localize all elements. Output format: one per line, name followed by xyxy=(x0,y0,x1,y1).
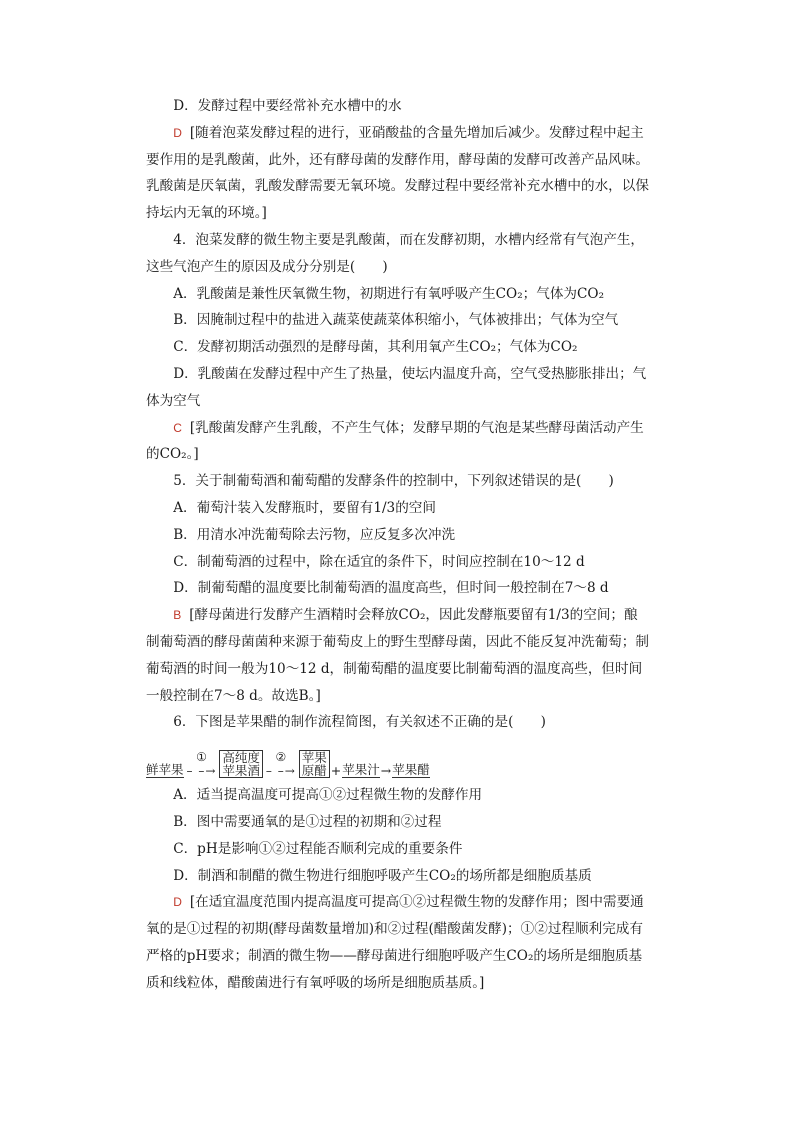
q4-option-a: A．乳酸菌是兼性厌氧微生物，初期进行有氧呼吸产生CO₂；气体为CO₂ xyxy=(173,285,605,302)
q6-option-d: D．制酒和制醋的微生物进行细胞呼吸产生CO₂的场所都是细胞质基质 xyxy=(173,867,592,884)
dashed-arrow-icon: – –→ xyxy=(265,764,296,779)
flow-step-raw-vinegar-line2: 原醋 xyxy=(301,763,327,779)
q6-option-a: A．适当提高温度可提高①②过程微生物的发酵作用 xyxy=(173,787,483,804)
q4-option-c: C．发酵初期活动强烈的是酵母菌，其利用氧产生CO₂；气体为CO₂ xyxy=(173,339,578,356)
q3-option-d: D．发酵过程中要经常补充水槽中的水 xyxy=(173,98,402,114)
flow-arrow-2-label: ② xyxy=(275,750,287,765)
q6-option-c: C．pH是影响①②过程能否顺利完成的重要条件 xyxy=(173,840,463,857)
answer-letter: C xyxy=(173,420,182,435)
document-page xyxy=(146,93,651,997)
q4-option-d: D．乳酸菌在发酵过程中产生了热量，使坛内温度升高，空气受热膨胀排出；气体为空气 xyxy=(146,365,647,409)
flow-arrow-2 xyxy=(266,750,296,778)
q4-option-b: B．因腌制过程中的盐进入蔬菜使蔬菜体积缩小，气体被排出；气体为空气 xyxy=(173,312,619,329)
q6-answer xyxy=(146,889,651,996)
flow-step-apple-wine-line1: 高纯度 xyxy=(222,750,260,766)
q5-option-c: C．制葡萄酒的过程中，除在适宜的条件下，时间应控制在10～12 d xyxy=(173,553,585,570)
q3-answer xyxy=(146,120,651,227)
q5-stem: 5．关于制葡萄酒和葡萄醋的发酵条件的控制中，下列叙述错误的是( ) xyxy=(173,473,614,490)
dashed-arrow-icon: – –→ xyxy=(186,764,217,779)
flow-step-apple-wine xyxy=(219,750,263,778)
q5-option-b: B．用清水冲洗葡萄除去污物，应反复多次冲洗 xyxy=(173,526,456,543)
answer-letter: D xyxy=(173,125,182,140)
q5-option-a: A．葡萄汁装入发酵瓶时，要留有1/3的空间 xyxy=(173,499,436,516)
apple-vinegar-flowchart xyxy=(146,738,651,778)
q5-option-d: D．制葡萄醋的温度要比制葡萄酒的温度高些，但时间一般控制在7～8 d xyxy=(173,580,609,597)
q6-analysis: [在适宜温度范围内提高温度可提高①②过程微生物的发酵作用；图中需要通氧的是①过程的初期(酵母菌数量增加)和②过程(醋酸菌发酵)；①②过程顺利完成有严格的pH要求；制酒的微生物——酵母菌进行细胞呼吸产生CO₂的场所是细胞质基质和线粒体，醋酸菌进行有氧呼吸的场所是细胞质基质。] xyxy=(146,894,644,991)
flow-step-apple-vinegar: 苹果醋 xyxy=(392,762,430,778)
q5-analysis: [酵母菌进行发酵产生酒精时会释放CO₂，因此发酵瓶要留有1/3的空间；酿制葡萄酒的酵母菌菌种来源于葡萄皮上的野生型酵母菌，因此不能反复冲洗葡萄；制葡萄酒的时间一般为10～12 d，制葡萄醋的温度要比制葡萄酒的温度高些，但时间一般控制在7～8 d。故选B。] xyxy=(146,607,649,704)
flow-arrow-1 xyxy=(187,750,217,778)
answer-letter: B xyxy=(173,608,182,623)
q5-answer xyxy=(146,602,651,709)
q6-stem: 6．下图是苹果醋的制作流程简图，有关叙述不正确的是( ) xyxy=(173,714,546,731)
q3-analysis: [随着泡菜发酵过程的进行，亚硝酸盐的含量先增加后减少。发酵过程中起主要作用的是乳酸菌，此外，还有酵母菌的发酵作用，酵母菌的发酵可改善产品风味。乳酸菌是厌氧菌，乳酸发酵需要无氧环境。发酵过程中要经常补充水槽中的水，以保持坛内无氧的环境。] xyxy=(146,124,649,222)
flow-plus: + xyxy=(330,763,342,779)
answer-letter: D xyxy=(173,895,182,910)
q4-analysis: [乳酸菌发酵产生乳酸，不产生气体；发酵早期的气泡是某些酵母菌活动产生的CO₂。] xyxy=(146,419,644,463)
flow-step-raw-vinegar xyxy=(299,750,330,778)
flow-step-apple-wine-line2: 苹果酒 xyxy=(222,763,260,779)
q4-answer xyxy=(146,415,651,469)
flow-step-raw-vinegar-line1: 苹果 xyxy=(301,750,327,766)
flow-step-apple-juice: 苹果汁 xyxy=(342,762,380,778)
q4-stem: 4．泡菜发酵的微生物主要是乳酸菌，而在发酵初期，水槽内经常有气泡产生，这些气泡产生的原因及成分分别是( ) xyxy=(146,231,645,275)
flow-arrow-1-label: ① xyxy=(196,750,207,765)
q6-option-b: B．图中需要通氧的是①过程的初期和②过程 xyxy=(173,813,442,830)
solid-arrow-icon: → xyxy=(380,763,392,779)
flow-step-fresh-apple: 鲜苹果 xyxy=(146,762,184,778)
